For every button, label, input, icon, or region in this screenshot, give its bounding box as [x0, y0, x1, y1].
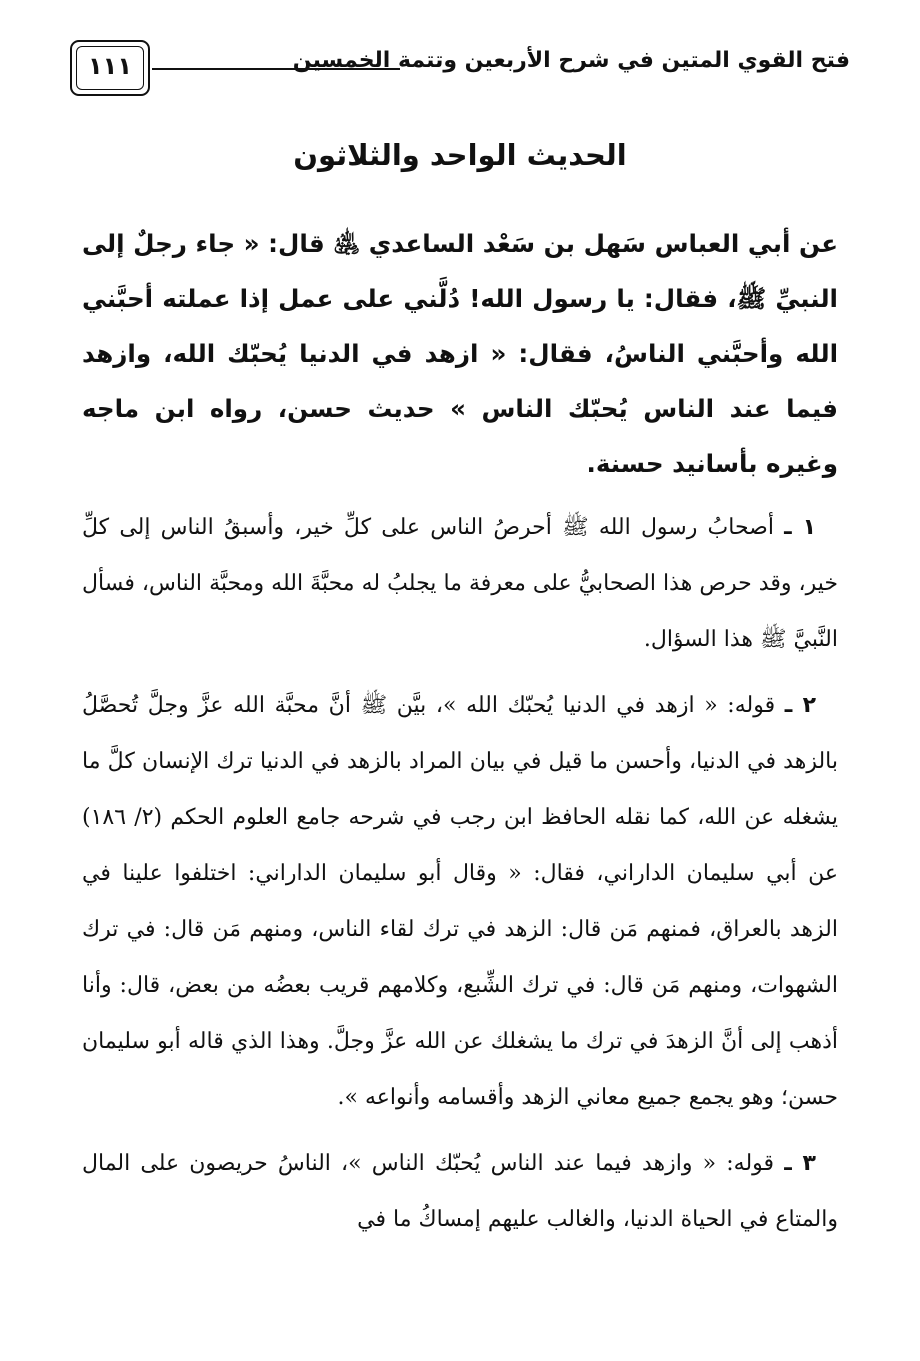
hadith-title: الحديث الواحد والثلاثون [293, 138, 627, 172]
running-header [70, 40, 850, 104]
commentary-paragraph-1 [82, 500, 838, 668]
page-number: ١١١ [88, 52, 132, 80]
commentary-paragraph-2 [82, 678, 838, 1126]
paragraph-number: ٢ ـ [784, 693, 817, 718]
book-title: فتح القوي المتين في شرح الأربعين وتتمة الخمسين [292, 48, 850, 73]
commentary [82, 500, 838, 1248]
paragraph-number: ١ ـ [784, 515, 816, 540]
paragraph-text: أصحابُ رسول الله ﷺ أحرصُ الناس على كلِّ خير، وأسبقُ الناس إلى كلِّ خير، وقد حرص هذا الصحابيُّ على معرفة ما يجلبُ له محبَّةَ الله ومحبَّة الناس، فسأل النَّبيَّ ﷺ هذا السؤال. [82, 515, 838, 652]
page-number-frame [70, 40, 150, 96]
paragraph-text: قوله: « ازهد في الدنيا يُحبّك الله »، بيَّن ﷺ أنَّ محبَّة الله عزَّ وجلَّ تُحصَّلُ بالزهد في الدنيا، وأحسن ما قيل في بيان المراد بالزهد في الدنيا ترك الإنسان كلَّ ما يشغله عن الله، كما نقله الحافظ ابن رجب في شرحه جامع العلوم الحكم (٢/ ١٨٦) عن أبي سليمان الداراني، فقال: « وقال أبو سليمان الداراني: اختلفوا علينا في الزهد بالعراق، فمنهم مَن قال: الزهد في ترك لقاء الناس، ومنهم مَن قال: في ترك الشهوات، ومنهم مَن قال: في ترك الشِّبع، وكلامهم قريب بعضُه من بعض، قال: وأنا أذهب إلى أنَّ الزهدَ في ترك ما يشغلك عن الله عزَّ وجلَّ. وهذا الذي قاله أبو سليمان حسن؛ وهو يجمع جميع معاني الزهد وأقسامه وأنواعه ». [82, 693, 839, 1110]
paragraph-text: قوله: « وازهد فيما عند الناس يُحبّك الناس »، الناسُ حريصون على المال والمتاع في الحياة الدنيا، والغالب عليهم إمساكُ ما في [82, 1151, 838, 1232]
hadith-text: عن أبي العباس سَهل بن سَعْد الساعدي ﵁ قال: « جاء رجلٌ إلى النبيِّ ﷺ، فقال: يا رسول الله! دُلَّني على عمل إذا عملته أحبَّني الله وأحبَّني الناسُ، فقال: « ازهد في الدنيا يُحبّك الله، وازهد فيما عند الناس يُحبّك الناس » حديث حسن، رواه ابن ماجه وغيره بأسانيد حسنة. [82, 229, 838, 478]
header-rule [152, 68, 400, 70]
commentary-paragraph-3 [82, 1136, 838, 1248]
paragraph-number: ٣ ـ [784, 1151, 816, 1176]
